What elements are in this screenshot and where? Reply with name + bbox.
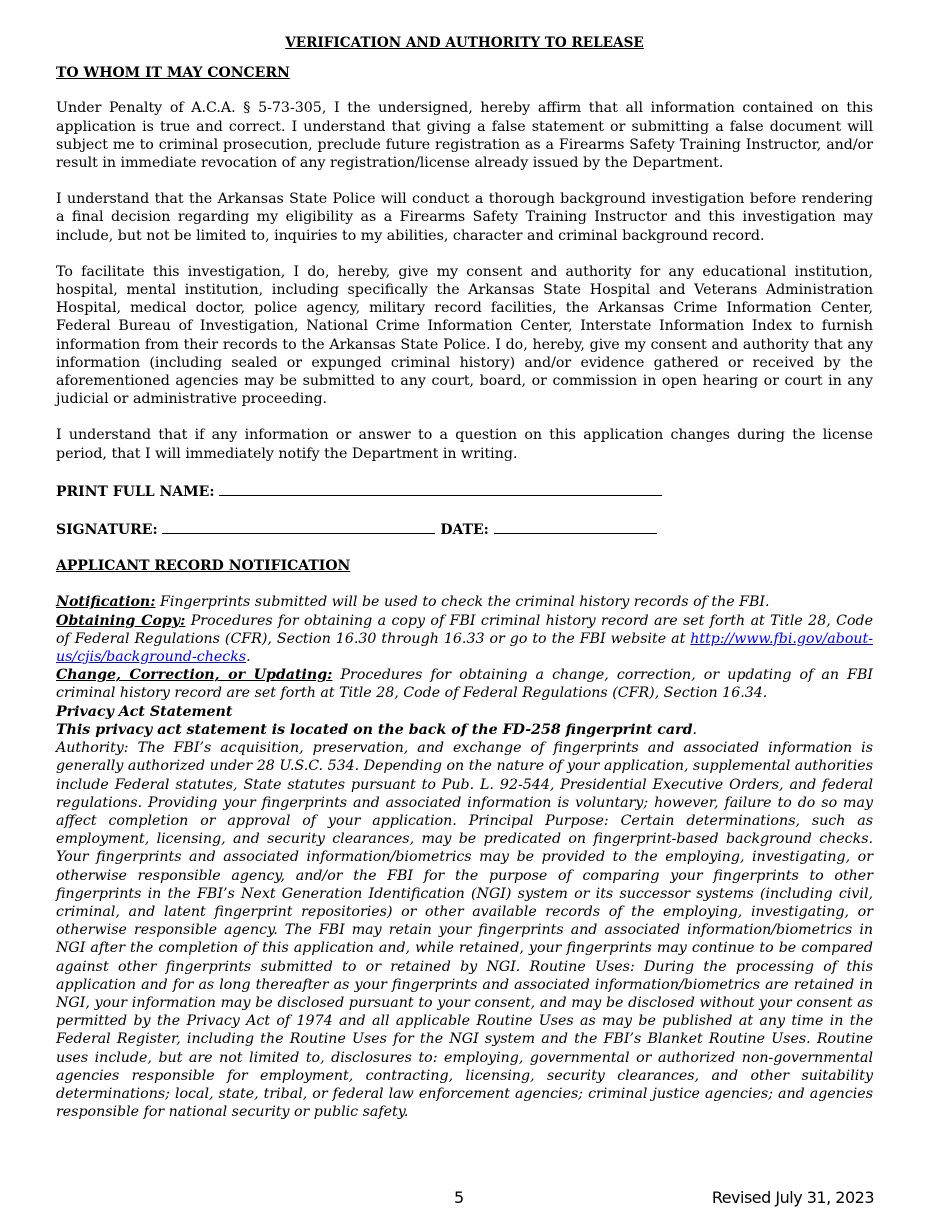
salutation-heading: TO WHOM IT MAY CONCERN <box>56 65 290 82</box>
revision-date: Revised July 31, 2023 <box>711 1188 874 1207</box>
notification-paragraph: I understand that if any information or answer to a question on this application changes during the license period, that I will immediately notify the Department in writing. <box>56 427 873 462</box>
privacy-location-text: This privacy act statement is located on the back of the FD-258 fingerprint card <box>56 721 693 738</box>
authority-statement: Authority: The FBI’s acquisition, preservation, and exchange of fingerprints and associated information is generally authorized under 28 U.S.C. 534. Depending on the nature of your application, supplemental authorities include Federal statutes, State statutes pursuant to Pub. L. 92-544, Presidential Executive Orders, and federal regulations. Providing your fingerprints and associated information is voluntary; however, failure to do so may affect completion or approval of your application. Principal Purpose: Certain determinations, such as employment, licensing, and security clearances, may be predicated on fingerprint-based background checks. Your fingerprints and associated information/biometrics may be provided to the employing, investigating, or otherwise responsible agency, and/or the FBI for the purpose of comparing your fingerprints to other fingerprints in the FBI’s Next Generation Identification (NGI) system or its successor systems (including civil, criminal, and latent fingerprint repositories) or other available records of the employing, investigating, or otherwise responsible agency. The FBI may retain your fingerprints and associated information/biometrics in NGI after the completion of this application and, while retained, your fingerprints may continue to be compared against other fingerprints submitted to or retained by NGI. Routine Uses: During the processing of this application and for as long thereafter as your fingerprints and associated information/biometrics are retained in NGI, your information may be disclosed pursuant to your consent, and may be disclosed without your consent as permitted by the Privacy Act of 1974 and all applicable Routine Uses as may be published at any time in the Federal Register, including the Routine Uses for the NGI system and the FBI’s Blanket Routine Uses. Routine uses include, but are not limited to, disclosures to: employing, governmental or authorized non-governmental agencies responsible for employment, contracting, licensing, security clearances, and other suitability determinations; local, state, tribal, or federal law enforcement agencies; criminal justice agencies; and agencies responsible for national security or public safety. <box>56 740 873 1121</box>
signature-label: SIGNATURE: <box>56 522 158 539</box>
fbi-website-link[interactable]: http://www.fbi.gov/about-us/cjis/background-checks <box>56 630 873 666</box>
document-page <box>56 34 873 1121</box>
change-label: Change, Correction, or Updating: <box>56 667 333 684</box>
date-label: DATE: <box>440 522 489 539</box>
privacy-location-end: . <box>692 721 698 738</box>
privacy-act-heading: Privacy Act Statement <box>56 703 233 720</box>
record-notification-heading: APPLICANT RECORD NOTIFICATION <box>56 558 351 575</box>
privacy-location-line <box>56 721 873 739</box>
document-title: VERIFICATION AND AUTHORITY TO RELEASE <box>285 35 644 51</box>
page-number: 5 <box>454 1188 465 1207</box>
obtaining-copy-section <box>56 612 873 667</box>
affirmation-paragraph: Under Penalty of A.C.A. § 5-73-305, I the undersigned, hereby affirm that all information contained on this application is true and correct. I understand that giving a false statement or submitting a false document will subject me to criminal prosecution, preclude future registration as a Firearms Safety Training Instructor, and/or result in immediate revocation of any registration/license already issued by the Department. <box>56 100 873 172</box>
notification-label: Notification: <box>56 594 156 611</box>
obtaining-copy-label: Obtaining Copy: <box>56 612 186 629</box>
full-name-row <box>56 481 873 501</box>
notification-section <box>56 593 873 611</box>
signature-row <box>56 519 873 539</box>
investigation-paragraph: I understand that the Arkansas State Police will conduct a thorough background investigation before rendering a final decision regarding my eligibility as a Firearms Safety Training Instructor and this investigation may include, but not be limited to, inquiries to my abilities, character and criminal background record. <box>56 191 873 244</box>
full-name-label: PRINT FULL NAME: <box>56 483 215 500</box>
date-field[interactable] <box>494 519 657 534</box>
obtaining-copy-text: Procedures for obtaining a copy of FBI criminal history record are set forth at Title 28, Code of Federal Regulations (CFR), Section 16.30 through 16.33 or go to the FBI website at <box>56 612 873 647</box>
notification-text: Fingerprints submitted will be used to check the criminal history records of the FBI. <box>155 594 770 611</box>
change-text: Procedures for obtaining a change, correction, or updating of an FBI criminal history record are set forth at Title 28, Code of Federal Regulations (CFR), Section 16.34. <box>56 667 873 702</box>
consent-paragraph: To facilitate this investigation, I do, hereby, give my consent and authority for any educational institution, hospital, mental institution, including specifically the Arkansas State Hospital and Veterans Administration Hospital, medical doctor, police agency, military record facilities, the Arkansas Crime Information Center, Federal Bureau of Investigation, National Crime Information Center, Interstate Information Index to furnish information from their records to the Arkansas State Police. I do, hereby, give my consent and authority that any information (including sealed or expunged criminal history) and/or evidence gathered or received by the aforementioned agencies may be submitted to any court, board, or commission in open hearing or court in any judicial or administrative proceeding. <box>56 263 873 408</box>
obtaining-copy-end: . <box>246 649 251 666</box>
change-section <box>56 666 873 702</box>
full-name-field[interactable] <box>219 481 662 496</box>
signature-field[interactable] <box>162 519 435 534</box>
